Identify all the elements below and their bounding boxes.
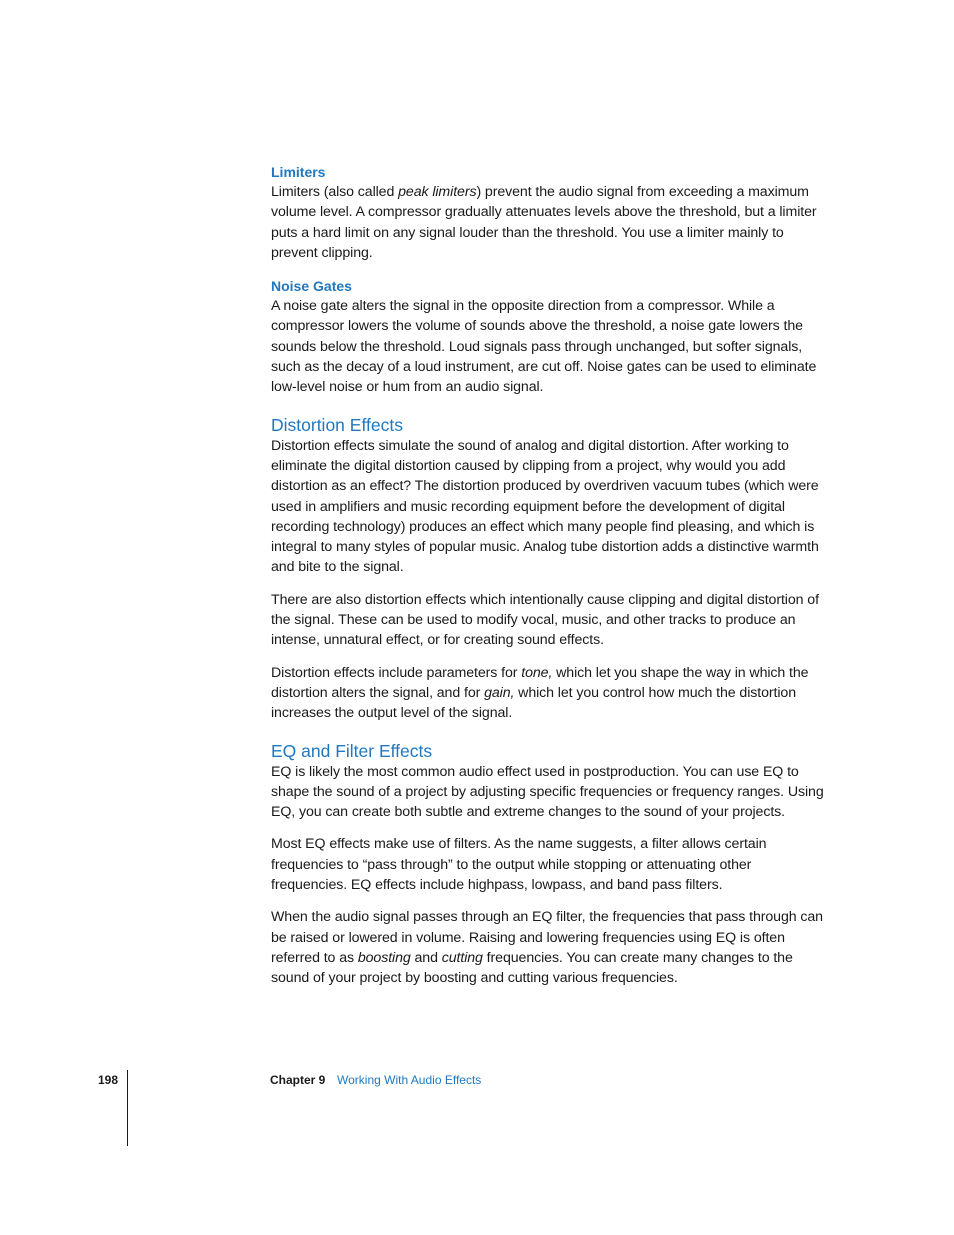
footer-chapter-label: Chapter 9 — [270, 1073, 326, 1087]
page-number: 198 — [98, 1073, 119, 1087]
limiters-paragraph — [271, 182, 827, 263]
eq-filter-effects-heading: EQ and Filter Effects — [271, 740, 433, 761]
italic-term: cutting — [441, 949, 483, 966]
eq-paragraph-2: Most EQ effects make use of filters. As the name suggests, a filter allows certain frequencies to “pass through” to the output while stopping or attenuating other frequencies. EQ effects include highpass, lowpass, and band pass filters. — [271, 836, 767, 894]
distortion-effects-heading: Distortion Effects — [271, 414, 403, 435]
italic-term: tone, — [521, 664, 553, 681]
text-run: Distortion effects include parameters for — [271, 664, 522, 681]
limiters-heading: Limiters — [271, 164, 326, 180]
italic-term: boosting — [357, 949, 411, 966]
distortion-paragraph-2: There are also distortion effects which intentionally cause clipping and digital distortion of the signal. These can be used to modify vocal, music, and other tracks to produce an intense, unnatural effect, or for creating sound effects. — [271, 591, 819, 649]
distortion-paragraph-3 — [271, 663, 827, 724]
text-run: When the audio signal passes through an EQ filter, the frequencies that pass through can be raised or lowered in volume. Raising and lowering frequencies using EQ is often referred to as — [271, 909, 823, 966]
text-run: and — [410, 949, 442, 966]
text-run: Limiters (also called — [271, 184, 399, 200]
eq-paragraph-1: EQ is likely the most common audio effect used in postproduction. You can use EQ to shape the sound of a project by adjusting specific frequencies or frequency ranges. Using EQ, you can create both subtle and extreme changes to the sound of your projects. — [271, 763, 824, 821]
text-run: which let you shape the way in which the distortion alters the signal, and for — [271, 664, 809, 701]
text-run: frequencies. You can create many changes to the sound of your project by boosting and cutting various frequencies. — [271, 949, 793, 987]
page-content — [271, 162, 827, 989]
text-run: which let you control how much the distortion increases the output level of the signal. — [271, 684, 797, 722]
text-run: ) prevent the audio signal from exceeding a maximum volume level. A compressor gradually attenuates levels above the threshold, but a limiter puts a hard limit on any signal louder than the threshold. You use a limiter mainly to prevent clipping. — [271, 184, 817, 261]
footer-chapter-title: Working With Audio Effects — [337, 1073, 482, 1087]
footer-divider — [127, 1070, 128, 1146]
eq-paragraph-3 — [271, 907, 827, 988]
italic-term: peak limiters — [398, 184, 477, 200]
distortion-paragraph-1: Distortion effects simulate the sound of analog and digital distortion. After working to eliminate the digital distortion caused by clipping from a project, why would you add distortion as an effect? The distortion produced by overdriven vacuum tubes (which were used in amplifiers and music recording equipment before the development of digital recording technology) produces an effect which many people find pleasing, and which is integral to many styles of popular music. Analog tube distortion adds a distinctive warmth and bite to the signal. — [271, 437, 819, 576]
noise-gates-paragraph: A noise gate alters the signal in the opposite direction from a compressor. While a compressor lowers the volume of sounds above the threshold, a noise gate lowers the sounds below the threshold. Loud signals pass through unchanged, but softer signals, such as the decay of a loud instrument, are cut off. Noise gates can be used to eliminate low-level noise or hum from an audio signal. — [271, 298, 817, 396]
italic-term: gain, — [484, 684, 515, 701]
noise-gates-heading: Noise Gates — [271, 278, 352, 295]
